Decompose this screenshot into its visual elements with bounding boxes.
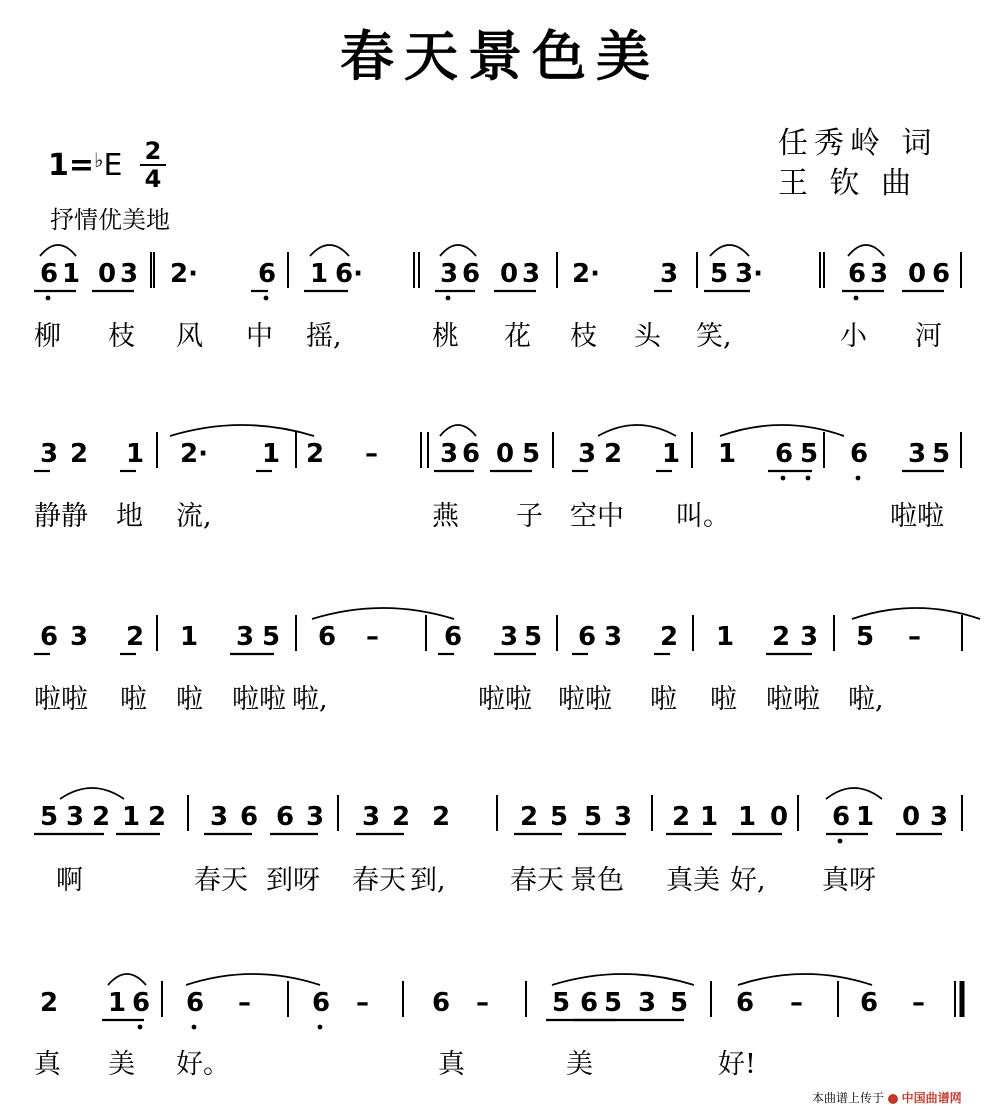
composer-credit: 王 钦 曲 [778,166,918,201]
note: 6 [775,439,794,469]
lyric-word: 子 [516,501,543,532]
lyricist-credit: 任秀岭 词 [778,126,938,161]
note: 3 [362,802,381,832]
note: 1 [718,439,737,469]
note: 3 [908,439,927,469]
note: 3 [604,622,623,652]
lyric-word: 春天 [510,865,564,896]
lyric-word: 花 [504,321,531,352]
note: 3· [735,259,763,289]
note: – [476,988,489,1018]
note: 5 [550,802,569,832]
octave-dot [854,296,859,301]
note: 1 [62,259,81,289]
note: 0 [496,439,515,469]
octave-dot [856,476,861,481]
lyric-word: 啦啦 [766,684,820,715]
note: 5 [856,622,875,652]
note: 3 [120,259,139,289]
note: 2· [572,259,600,289]
note: 6 [444,622,463,652]
note: 6 [860,988,879,1018]
note: 2· [170,259,198,289]
note: 6 [240,802,259,832]
lyric-word: 好。 [176,1049,230,1080]
lyric-word: 啦啦 [558,684,612,715]
note: 2 [126,622,145,652]
note: 6 [318,622,337,652]
note: 2 [660,622,679,652]
lyric-word: 春天 [352,865,406,896]
note: 5 [584,802,603,832]
lyric-word: 真 [438,1049,465,1080]
key-letter: E [103,148,123,183]
note: 3 [660,259,679,289]
note: 5 [552,988,571,1018]
note: 3 [40,439,59,469]
lyric-word: 静静 [34,501,88,532]
note: – [366,622,379,652]
note: 6 [312,988,331,1018]
note: 3 [70,622,89,652]
note: 6 [580,988,599,1018]
lyric-word: 啦, [848,684,884,715]
octave-dot [46,296,51,301]
note: 0 [902,802,921,832]
note: 3 [66,802,85,832]
slur [710,245,749,256]
note: 3 [210,802,229,832]
note: – [790,988,803,1018]
lyric-word: 啦啦 [890,501,944,532]
note: 0 [908,259,927,289]
time-denominator: 4 [140,164,166,192]
lyric-word: 啦 [120,684,147,715]
lyric-word: 到呀 [266,865,320,896]
lyric-word: 头 [634,321,661,352]
footer-text: 本曲谱上传于 [812,1091,885,1105]
lyric-word: 流, [176,501,212,532]
note: 6 [432,988,451,1018]
lyric-word: 景色 [570,865,624,896]
note: 2 [148,802,167,832]
slur [312,608,454,619]
note: 2 [432,802,451,832]
site-logo-icon [888,1094,898,1104]
note: 0 [500,259,519,289]
octave-dot [446,296,451,301]
note: 1 [180,622,199,652]
lyric-word: 中 [246,321,273,352]
note: 3 [306,802,325,832]
note: 6 [132,988,151,1018]
note: 2 [70,439,89,469]
note: 5 [524,622,543,652]
note: – [238,988,251,1018]
lyric-word: 啦 [650,684,677,715]
note: 5 [800,439,819,469]
lyric-word: 好, [730,865,766,896]
notation-row [34,608,980,654]
note: 2· [180,439,208,469]
note: 2 [520,802,539,832]
lyric-word: 到, [410,865,446,896]
key-flat-sign: ♭ [94,148,104,172]
lyric-word: 啦啦 [478,684,532,715]
note: 3 [440,259,459,289]
note: 6 [736,988,755,1018]
note: 0 [770,802,789,832]
octave-dot [781,476,786,481]
octave-dot [192,1025,197,1030]
note: 1 [738,802,757,832]
note: 3 [614,802,633,832]
note: 1 [662,439,681,469]
note: 3 [500,622,519,652]
lyric-word: 啦 [176,684,203,715]
notation-row [34,245,961,300]
slur [852,608,980,619]
note: 1 [122,802,141,832]
note: 6 [462,439,481,469]
note: – [908,622,921,652]
lyric-word: 美 [566,1049,593,1080]
octave-dot [138,1025,143,1030]
note: 3 [440,439,459,469]
lyric-word: 啦 [710,684,737,715]
lyric-word: 啦, [292,684,328,715]
lyric-word: 真 [34,1049,61,1080]
octave-dot [264,296,269,301]
note: 2 [306,439,325,469]
lyric-word: 真呀 [822,865,876,896]
slur [848,245,884,256]
note: 1 [716,622,735,652]
note: 6 [276,802,295,832]
note: 3 [930,802,949,832]
slur [60,788,124,799]
note: 6 [578,622,597,652]
notation-row [40,974,925,1029]
lyric-word: 枝 [570,321,597,352]
note: 3 [522,259,541,289]
slur [186,974,320,985]
note: 6 [932,259,951,289]
slur [738,974,872,985]
lyric-word: 春天 [194,865,248,896]
slur [598,425,676,436]
notation-row [34,788,962,843]
slur [440,425,476,436]
note: 1 [700,802,719,832]
lyric-word: 空中 [570,501,624,532]
footer-note [812,1089,962,1106]
note: 1 [310,259,329,289]
note: 6 [40,259,59,289]
note: 5 [262,622,281,652]
note: 6 [258,259,277,289]
slur [440,245,476,256]
note: 6 [186,988,205,1018]
note: 3 [870,259,889,289]
time-numerator: 2 [144,137,162,165]
note: 2 [392,802,411,832]
lyric-word: 美 [108,1049,135,1080]
slur [108,974,146,985]
note: 6 [850,439,869,469]
note: 2 [40,988,59,1018]
notation-row [34,425,961,480]
lyric-word: 桃 [432,321,459,352]
slur [720,425,844,436]
lyric-word: 地 [116,501,143,532]
slur [170,425,314,436]
lyric-word: 笑, [696,321,732,352]
note: 1 [126,439,145,469]
lyric-word: 燕 [432,501,459,532]
lyric-word: 好! [718,1049,756,1080]
note: 6 [832,802,851,832]
note: 5 [522,439,541,469]
lyric-word: 小 [840,321,867,352]
note: 2 [672,802,691,832]
note: 5 [710,259,729,289]
slur [310,245,349,256]
note: 1 [108,988,127,1018]
lyric-word: 枝 [108,321,135,352]
key-prefix: 1= [48,148,95,183]
note: 5 [40,802,59,832]
note: 1 [856,802,875,832]
note: 5 [932,439,951,469]
slur [826,788,882,799]
slur [552,974,694,985]
lyric-word: 啦啦 [232,684,286,715]
lyric-word: 叫。 [676,501,730,532]
lyric-word: 风 [176,321,203,352]
note: 0 [98,259,117,289]
tempo-marking: 抒情优美地 [50,206,170,234]
note: – [912,988,925,1018]
note: 3 [638,988,657,1018]
note: 6· [335,259,363,289]
lyric-word: 摇, [306,321,342,352]
song-title: 春天景色美 [340,24,660,88]
note: 5 [604,988,623,1018]
octave-dot [806,476,811,481]
lyric-word: 啊 [56,865,83,896]
octave-dot [318,1025,323,1030]
note: 2 [92,802,111,832]
note: – [365,439,378,469]
note: 6 [462,259,481,289]
octave-dot [838,839,843,844]
lyric-word: 真美 [666,865,720,896]
note: 2 [604,439,623,469]
footer-brand: 中国曲谱网 [901,1091,962,1105]
lyric-word: 河 [915,321,942,352]
lyric-word: 啦啦 [34,684,88,715]
note: 6 [848,259,867,289]
note: 1 [262,439,281,469]
note: – [356,988,369,1018]
note: 5 [670,988,689,1018]
note: 3 [800,622,819,652]
note: 3 [578,439,597,469]
note: 3 [236,622,255,652]
note: 2 [772,622,791,652]
slur [40,245,76,256]
note: 6 [40,622,59,652]
lyric-word: 柳 [34,321,61,352]
